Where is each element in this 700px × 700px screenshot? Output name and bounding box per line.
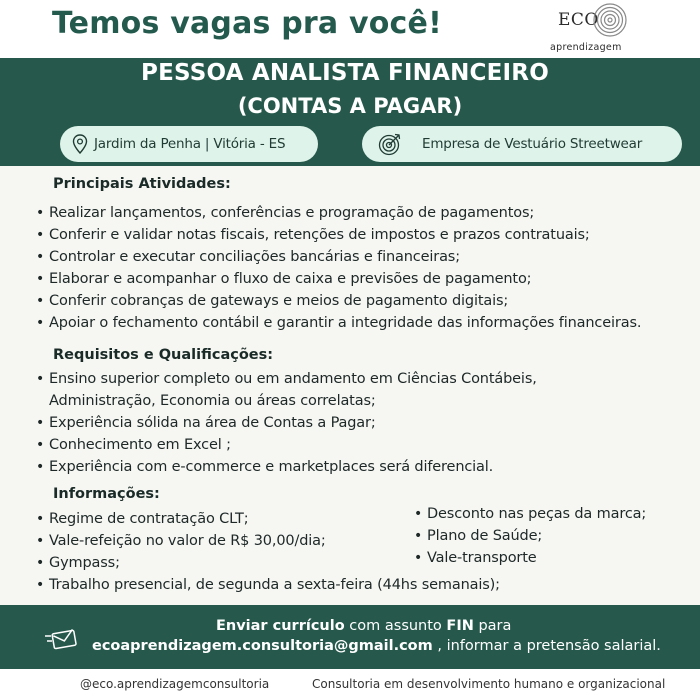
eco-logo: [548, 2, 648, 58]
list-item: • Desconto nas peças da marca;: [414, 503, 646, 525]
requirements-list: [36, 368, 537, 478]
list-item-continuation: Administração, Economia ou áreas correlatas;: [49, 393, 376, 409]
list-item: • Experiência sólida na área de Contas a Pagar;: [36, 412, 537, 434]
list-item: • Experiência com e-commerce e marketplaces será diferencial.: [36, 456, 537, 478]
social-handle: @eco.aprendizagemconsultoria: [80, 677, 270, 691]
job-subtitle: (CONTAS A PAGAR): [237, 94, 463, 118]
cta-instruction: [216, 618, 511, 634]
list-item: • Conferir e validar notas fiscais, retenções de impostos e prazos contratuais;: [36, 224, 641, 246]
location-text: Jardim da Penha | Vitória - ES: [94, 136, 286, 152]
cta-salary-text: , informar a pretensão salarial.: [432, 638, 661, 654]
logo-subtitle: aprendizagem: [550, 42, 622, 53]
logo-wordmark: ECO: [558, 10, 599, 30]
fingerprint-logo-icon: [592, 2, 628, 38]
list-item: • Regime de contratação CLT;: [36, 508, 500, 530]
list-item: • Apoiar o fechamento contábil e garantir a integridade das informações financeiras.: [36, 312, 641, 334]
cta-to-text: para: [473, 618, 512, 634]
list-item: • Ensino superior completo ou em andamento em Ciências Contábeis,: [36, 368, 537, 390]
activities-list: [36, 202, 641, 334]
application-footer: [0, 605, 700, 669]
job-title-band: [0, 58, 700, 166]
list-item: • Realizar lançamentos, conferências e programação de pagamentos;: [36, 202, 641, 224]
cta-bold-send: Enviar currículo: [216, 618, 345, 634]
list-item: • Vale-refeição no valor de R$ 30,00/dia;: [36, 530, 500, 552]
list-item: • Trabalho presencial, de segunda a sexta-feira (44hs semanais);: [36, 574, 500, 596]
send-mail-icon: [44, 627, 78, 651]
contact-email[interactable]: ecoaprendizagem.consultoria@gmail.com: [92, 638, 433, 654]
list-item: • Controlar e executar conciliações bancárias e financeiras;: [36, 246, 641, 268]
list-item: • Plano de Saúde;: [414, 525, 646, 547]
location-pin-icon: [72, 134, 88, 154]
list-item: • Gympass;: [36, 552, 500, 574]
activities-title: Principais Atividades:: [53, 176, 231, 192]
info-list-right: [414, 503, 646, 569]
list-item: • Vale-transporte: [414, 547, 646, 569]
company-pill: [362, 126, 682, 162]
target-icon: [378, 132, 402, 156]
bottom-bar: [0, 669, 700, 700]
list-item: • Conhecimento em Excel ;: [36, 434, 537, 456]
info-title: Informações:: [53, 486, 160, 502]
page-headline: Temos vagas pra você!: [52, 6, 442, 41]
location-pill: [60, 126, 318, 162]
company-text: Empresa de Vestuário Streetwear: [422, 136, 643, 152]
tagline: Consultoria em desenvolvimento humano e organizacional: [312, 677, 666, 691]
requirements-title: Requisitos e Qualificações:: [53, 347, 274, 363]
top-header: [0, 0, 700, 58]
list-item: • Elaborar e acompanhar o fluxo de caixa e previsões de pagamento;: [36, 268, 641, 290]
job-title: PESSOA ANALISTA FINANCEIRO: [141, 60, 549, 86]
job-details: [0, 166, 700, 606]
list-item: • Conferir cobranças de gateways e meios de pagamento digitais;: [36, 290, 641, 312]
cta-subject-text: com assunto: [344, 618, 447, 634]
cta-email-line: [92, 638, 661, 654]
cta-subject-code: FIN: [446, 618, 474, 634]
